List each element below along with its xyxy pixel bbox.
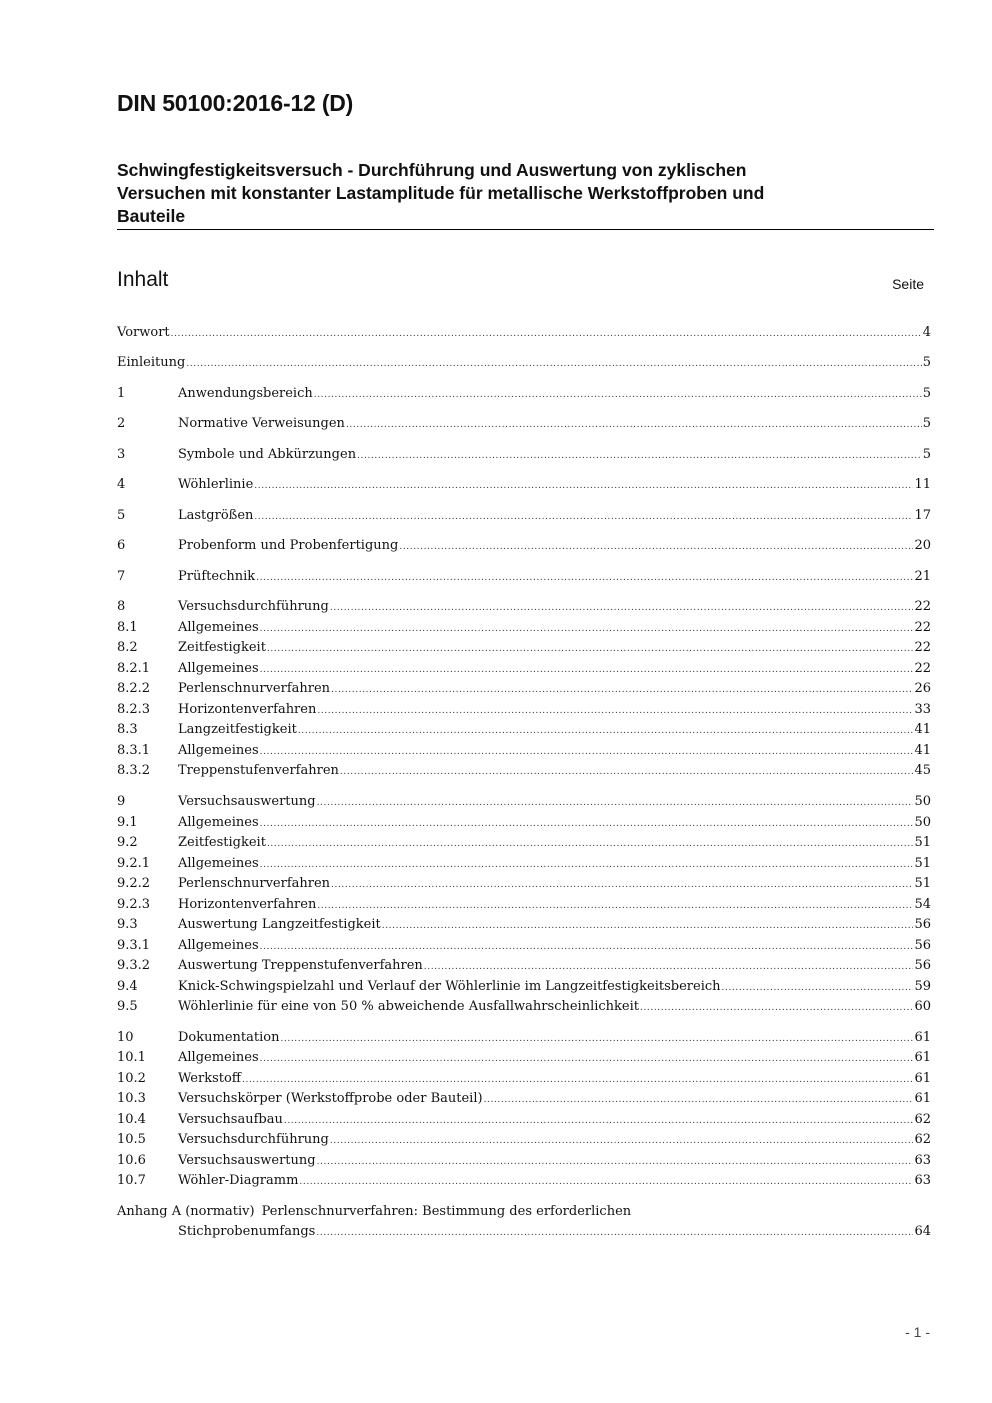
toc-entry-page: 20 xyxy=(914,538,931,553)
toc-entry-label: Versuchsauswertung xyxy=(178,794,316,809)
dot-leader xyxy=(424,958,914,973)
toc-entry-page: 41 xyxy=(914,722,931,737)
dot-leader xyxy=(260,620,914,635)
toc-entry[interactable] xyxy=(117,702,931,722)
toc-entry-number: 8.3.1 xyxy=(117,743,151,758)
annex-title-line: Perlenschnurverfahren: Bestimmung des erforderlichen xyxy=(261,1204,632,1219)
dot-leader xyxy=(382,917,914,932)
toc-entry-number: 2 xyxy=(117,416,126,431)
toc-entry-number: 10.7 xyxy=(117,1173,146,1188)
toc-entry-page: 4 xyxy=(922,325,931,340)
toc-entry-page: 51 xyxy=(914,856,931,871)
toc-entry[interactable] xyxy=(117,979,931,999)
dot-leader xyxy=(260,1050,914,1065)
dot-leader xyxy=(260,856,914,871)
toc-entry-label: Allgemeines xyxy=(178,815,259,830)
dot-leader xyxy=(284,1112,914,1127)
dot-leader xyxy=(267,640,914,655)
toc-entry-page: 22 xyxy=(914,640,931,655)
dot-leader xyxy=(316,1224,913,1239)
page-column-label: Seite xyxy=(892,276,924,292)
toc-entry-number: 9.1 xyxy=(117,815,138,830)
toc-entry-page: 21 xyxy=(914,569,931,584)
toc-entry-page: 50 xyxy=(914,815,931,830)
toc-entry-page: 26 xyxy=(914,681,931,696)
toc-entry-page: 5 xyxy=(922,355,931,370)
toc-entry-label: Wöhlerlinie xyxy=(178,477,254,492)
dot-leader xyxy=(330,599,914,614)
toc-entry-label: Horizontenverfahren xyxy=(178,702,317,717)
toc-entry[interactable] xyxy=(117,640,931,660)
toc-entry-label: Allgemeines xyxy=(178,1050,259,1065)
dot-leader xyxy=(399,538,913,553)
toc-entry-number: 8.3 xyxy=(117,722,138,737)
toc-entry[interactable] xyxy=(117,1153,931,1173)
toc-entry-page: 17 xyxy=(914,508,931,523)
toc-entry-page: 61 xyxy=(914,1091,931,1106)
toc-entry-page: 62 xyxy=(914,1112,931,1127)
dot-leader xyxy=(331,681,913,696)
annex-prefix: Anhang A (normativ) xyxy=(117,1204,255,1219)
toc-entry[interactable] xyxy=(117,416,931,436)
toc-entry-page: 5 xyxy=(922,386,931,401)
toc-entry[interactable] xyxy=(117,856,931,876)
dot-leader xyxy=(346,416,922,431)
toc-entry[interactable] xyxy=(117,794,931,814)
toc-entry-label: Perlenschnurverfahren xyxy=(178,681,331,696)
toc-entry-number: 10.4 xyxy=(117,1112,146,1127)
toc-heading: Inhalt xyxy=(117,268,169,291)
toc-entry-label: Auswertung Treppenstufenverfahren xyxy=(178,958,423,973)
dot-leader xyxy=(317,702,913,717)
toc-entry[interactable] xyxy=(117,1071,931,1091)
toc-entry[interactable] xyxy=(117,681,931,701)
toc-entry-label: Allgemeines xyxy=(178,743,259,758)
dot-leader xyxy=(314,386,922,401)
toc-entry-label: Prüftechnik xyxy=(178,569,256,584)
toc-entry[interactable] xyxy=(117,447,931,467)
toc-entry-page: 22 xyxy=(914,620,931,635)
toc-entry[interactable] xyxy=(117,386,931,406)
dot-leader xyxy=(171,325,922,340)
toc-entry-page: 51 xyxy=(914,876,931,891)
toc-entry-number: 8.2 xyxy=(117,640,138,655)
toc-entry-label: Allgemeines xyxy=(178,938,259,953)
toc-entry-number: 4 xyxy=(117,477,126,492)
toc-entry-number: 9.4 xyxy=(117,979,138,994)
toc-entry[interactable] xyxy=(117,1050,931,1070)
toc-entry[interactable] xyxy=(117,938,931,958)
toc-entry-page: 45 xyxy=(914,763,931,778)
toc-entry-label: Auswertung Langzeitfestigkeit xyxy=(178,917,381,932)
dot-leader xyxy=(260,743,914,758)
toc-entry-number: 3 xyxy=(117,447,126,462)
toc-annex-entry[interactable] xyxy=(117,1204,931,1224)
dot-leader xyxy=(317,794,914,809)
toc-entry-number: 9 xyxy=(117,794,126,809)
toc-entry[interactable] xyxy=(117,876,931,896)
toc-entry-label: Allgemeines xyxy=(178,661,259,676)
toc-entry-label: Versuchsdurchführung xyxy=(178,599,329,614)
toc-entry-number: 9.5 xyxy=(117,999,138,1014)
toc-entry-number: 1 xyxy=(117,386,126,401)
toc-entry-number: 10 xyxy=(117,1030,134,1045)
toc-entry-page: 59 xyxy=(914,979,931,994)
dot-leader xyxy=(357,447,922,462)
toc-entry[interactable] xyxy=(117,355,931,375)
toc-entry-page: 22 xyxy=(914,661,931,676)
toc-entry[interactable] xyxy=(117,661,931,681)
toc-entry-number: 7 xyxy=(117,569,126,584)
toc-entry-number: 10.3 xyxy=(117,1091,146,1106)
toc-entry[interactable] xyxy=(117,620,931,640)
toc-entry-page: 5 xyxy=(922,416,931,431)
dot-leader xyxy=(267,835,914,850)
toc-entry-label: Wöhler-Diagramm xyxy=(178,1173,299,1188)
toc-entry-number: 10.2 xyxy=(117,1071,146,1086)
toc-entry-label: Vorwort xyxy=(117,325,170,340)
toc-entry-number: 10.1 xyxy=(117,1050,146,1065)
toc-entry-label: Treppenstufenverfahren xyxy=(178,763,339,778)
toc-entry-page: 60 xyxy=(914,999,931,1014)
dot-leader xyxy=(280,1030,913,1045)
toc-entry-label: Zeitfestigkeit xyxy=(178,835,266,850)
toc-entry[interactable] xyxy=(117,1112,931,1132)
toc-entry-number: 10.6 xyxy=(117,1153,146,1168)
toc-entry-number: 9.2.3 xyxy=(117,897,151,912)
dot-leader xyxy=(330,1132,914,1147)
toc-annex-entry-continuation[interactable] xyxy=(117,1224,931,1244)
toc-entry-page: 63 xyxy=(914,1173,931,1188)
toc-entry[interactable] xyxy=(117,917,931,937)
toc-entry-number: 9.3 xyxy=(117,917,138,932)
dot-leader xyxy=(260,938,914,953)
toc-entry-label: Dokumentation xyxy=(178,1030,280,1045)
dot-leader xyxy=(340,763,914,778)
toc-entry-label: Wöhlerlinie für eine von 50 % abweichende Ausfallwahrscheinlichkeit xyxy=(178,999,639,1014)
toc-entry[interactable] xyxy=(117,508,931,528)
toc-entry-label: Horizontenverfahren xyxy=(178,897,317,912)
toc-entry[interactable] xyxy=(117,325,931,345)
document-subtitle xyxy=(117,159,907,228)
toc-entry-page: 50 xyxy=(914,794,931,809)
toc-entry-label: Symbole und Abkürzungen xyxy=(178,447,357,462)
toc-entry-label: Versuchsauswertung xyxy=(178,1153,316,1168)
toc-entry-number: 8.3.2 xyxy=(117,763,151,778)
toc-entry-label: Werkstoff xyxy=(178,1071,242,1086)
toc-entry[interactable] xyxy=(117,538,931,558)
toc-entry-label: Anwendungsbereich xyxy=(178,386,313,401)
toc-entry-number: 9.2.1 xyxy=(117,856,151,871)
toc-entry-label: Versuchsdurchführung xyxy=(178,1132,329,1147)
toc-entry-page: 61 xyxy=(914,1071,931,1086)
dot-leader xyxy=(186,355,921,370)
toc-entry-page: 56 xyxy=(914,917,931,932)
toc-entry[interactable] xyxy=(117,1173,931,1193)
subtitle-line: Schwingfestigkeitsversuch - Durchführung und Auswertung von zyklischen xyxy=(117,160,747,180)
dot-leader xyxy=(254,508,913,523)
toc-entry-number: 9.3.2 xyxy=(117,958,151,973)
toc-entry-page: 54 xyxy=(914,897,931,912)
toc-entry-number: 9.2 xyxy=(117,835,138,850)
toc-entry[interactable] xyxy=(117,569,931,589)
toc-entry[interactable] xyxy=(117,763,931,783)
toc-entry-page: 63 xyxy=(914,1153,931,1168)
subtitle-line: Versuchen mit konstanter Lastamplitude für metallische Werkstoffproben und xyxy=(117,183,765,203)
page-number: - 1 - xyxy=(905,1324,930,1340)
toc-entry[interactable] xyxy=(117,835,931,855)
toc-entry-page: 41 xyxy=(914,743,931,758)
toc-entry[interactable] xyxy=(117,477,931,497)
toc-entry[interactable] xyxy=(117,743,931,763)
toc-entry[interactable] xyxy=(117,599,931,619)
toc-entry-page: 56 xyxy=(914,938,931,953)
toc-entry[interactable] xyxy=(117,815,931,835)
dot-leader xyxy=(299,1173,913,1188)
toc-entry-label: Knick-Schwingspielzahl und Verlauf der Wöhlerlinie im Langzeitfestigkeitsbereich xyxy=(178,979,721,994)
toc-entry-page: 11 xyxy=(914,477,931,492)
toc-entry-page: 61 xyxy=(914,1030,931,1045)
dot-leader xyxy=(722,979,914,994)
document-title: DIN 50100:2016-12 (D) xyxy=(117,90,354,116)
annex-title-line: Stichprobenumfangs xyxy=(178,1224,316,1239)
dot-leader xyxy=(640,999,913,1014)
toc-entry[interactable] xyxy=(117,1030,931,1050)
toc-entry-label: Lastgrößen xyxy=(178,508,254,523)
toc-entry[interactable] xyxy=(117,1091,931,1111)
subtitle-line: Bauteile xyxy=(117,206,186,226)
toc-entry-label: Perlenschnurverfahren xyxy=(178,876,331,891)
dot-leader xyxy=(260,815,914,830)
toc-entry-number: 8.1 xyxy=(117,620,138,635)
toc-entry-page: 33 xyxy=(914,702,931,717)
dot-leader xyxy=(260,661,914,676)
toc-entry-label: Normative Verweisungen xyxy=(178,416,345,431)
dot-leader xyxy=(254,477,913,492)
toc-entry-number: 5 xyxy=(117,508,126,523)
toc-entry-label: Probenform und Probenfertigung xyxy=(178,538,399,553)
toc-entry[interactable] xyxy=(117,999,931,1019)
toc-entry-label: Zeitfestigkeit xyxy=(178,640,266,655)
toc-entry-page: 62 xyxy=(914,1132,931,1147)
dot-leader xyxy=(298,722,914,737)
toc-entry[interactable] xyxy=(117,958,931,978)
toc-entry-label: Allgemeines xyxy=(178,620,259,635)
dot-leader xyxy=(256,569,913,584)
dot-leader xyxy=(317,1153,914,1168)
toc-entry-number: 9.3.1 xyxy=(117,938,151,953)
toc-entry-number: 6 xyxy=(117,538,126,553)
toc-entry-label: Langzeitfestigkeit xyxy=(178,722,297,737)
toc-entry-page: 56 xyxy=(914,958,931,973)
toc-entry-number: 9.2.2 xyxy=(117,876,151,891)
toc-entry-label: Einleitung xyxy=(117,355,186,370)
toc-entry-page: 61 xyxy=(914,1050,931,1065)
toc-entry-page: 5 xyxy=(922,447,931,462)
toc-entry-label: Versuchskörper (Werkstoffprobe oder Bauteil) xyxy=(178,1091,483,1106)
toc-entry-number: 10.5 xyxy=(117,1132,146,1147)
toc-entry-page: 64 xyxy=(914,1224,931,1239)
dot-leader xyxy=(484,1091,914,1106)
toc-entry-number: 8 xyxy=(117,599,126,614)
title-divider xyxy=(117,229,934,230)
toc-entry-number: 8.2.1 xyxy=(117,661,151,676)
dot-leader xyxy=(242,1071,913,1086)
toc-entry-label: Versuchsaufbau xyxy=(178,1112,283,1127)
toc-entry-page: 22 xyxy=(914,599,931,614)
toc-entry-page: 51 xyxy=(914,835,931,850)
dot-leader xyxy=(331,876,913,891)
toc-entry[interactable] xyxy=(117,897,931,917)
toc-entry[interactable] xyxy=(117,1132,931,1152)
toc-entry-label: Allgemeines xyxy=(178,856,259,871)
dot-leader xyxy=(317,897,913,912)
toc-entry[interactable] xyxy=(117,722,931,742)
toc-entry-number: 8.2.3 xyxy=(117,702,151,717)
toc-entry-number: 8.2.2 xyxy=(117,681,151,696)
